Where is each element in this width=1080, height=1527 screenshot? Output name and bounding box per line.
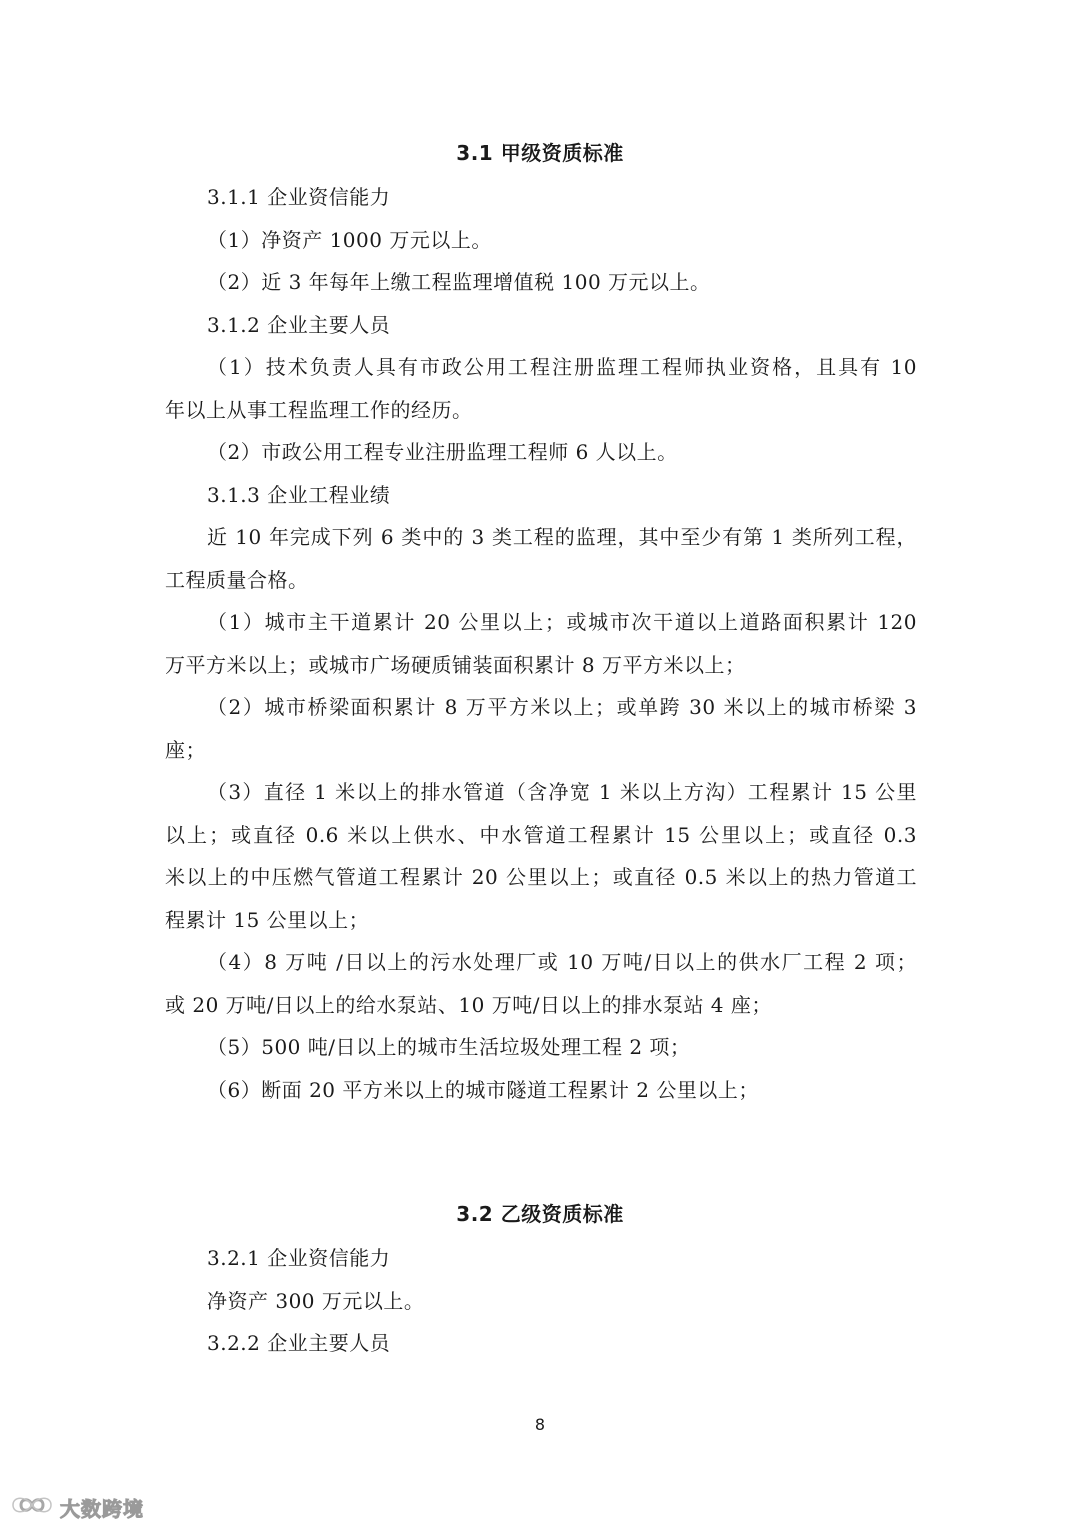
paragraph-net-assets: （1）净资产 1000 万元以上。 [207, 228, 492, 252]
list-item-4-line1: （4）8 万吨 /日以上的污水处理厂或 10 万吨/日以上的供水厂工程 2 项； [207, 950, 917, 974]
list-item-2-line1: （2）城市桥梁面积累计 8 万平方米以上；或单跨 30 米以上的城市桥梁 3 [207, 695, 917, 719]
list-item-3-line4: 程累计 15 公里以上； [165, 908, 370, 932]
paragraph-engineers-count: （2）市政公用工程专业注册监理工程师 6 人以上。 [207, 440, 678, 464]
infinity-logo-icon [10, 1492, 54, 1522]
paragraph-performance-intro-line1: 近 10 年完成下列 6 类中的 3 类工程的监理，其中至少有第 1 类所列工程， [207, 525, 917, 549]
watermark-text: 大数跨境 [60, 1496, 144, 1521]
list-item-3-line2: 以上；或直径 0.6 米以上供水、中水管道工程累计 15 公里以上；或直径 0.3 [165, 823, 917, 847]
page-number: 8 [534, 1415, 546, 1434]
list-item-3-line1: （3）直径 1 米以上的排水管道（含净宽 1 米以上方沟）工程累计 15 公里 [207, 780, 917, 804]
paragraph-performance-intro-line2: 工程质量合格。 [165, 568, 309, 592]
subheading-3-1-1: 3.1.1 企业资信能力 [207, 185, 391, 209]
subheading-3-1-2: 3.1.2 企业主要人员 [207, 313, 391, 337]
paragraph-technical-lead-line1: （1）技术负责人具有市政公用工程注册监理工程师执业资格，且具有 10 [207, 355, 917, 379]
subheading-3-2-2: 3.2.2 企业主要人员 [207, 1331, 391, 1355]
list-item-5: （5）500 吨/日以上的城市生活垃圾处理工程 2 项； [207, 1035, 691, 1059]
paragraph-technical-lead-line2: 年以上从事工程监理工作的经历。 [165, 398, 473, 422]
watermark [10, 1492, 144, 1522]
section-heading-3-2: 3.2 乙级资质标准 [456, 1202, 624, 1226]
list-item-3-line3: 米以上的中压燃气管道工程累计 20 公里以上；或直径 0.5 米以上的热力管道工 [165, 865, 917, 889]
list-item-2-line2: 座； [165, 738, 206, 762]
paragraph-net-assets-b: 净资产 300 万元以上。 [207, 1289, 425, 1313]
subheading-3-2-1: 3.2.1 企业资信能力 [207, 1246, 391, 1270]
list-item-4-line2: 或 20 万吨/日以上的给水泵站、10 万吨/日以上的排水泵站 4 座； [165, 993, 772, 1017]
list-item-6: （6）断面 20 平方米以上的城市隧道工程累计 2 公里以上； [207, 1078, 759, 1102]
section-heading-3-1: 3.1 甲级资质标准 [456, 141, 624, 165]
paragraph-vat: （2）近 3 年每年上缴工程监理增值税 100 万元以上。 [207, 270, 711, 294]
subheading-3-1-3: 3.1.3 企业工程业绩 [207, 483, 391, 507]
list-item-1-line1: （1）城市主干道累计 20 公里以上；或城市次干道以上道路面积累计 120 [207, 610, 917, 634]
list-item-1-line2: 万平方米以上；或城市广场硬质铺装面积累计 8 万平方米以上； [165, 653, 746, 677]
